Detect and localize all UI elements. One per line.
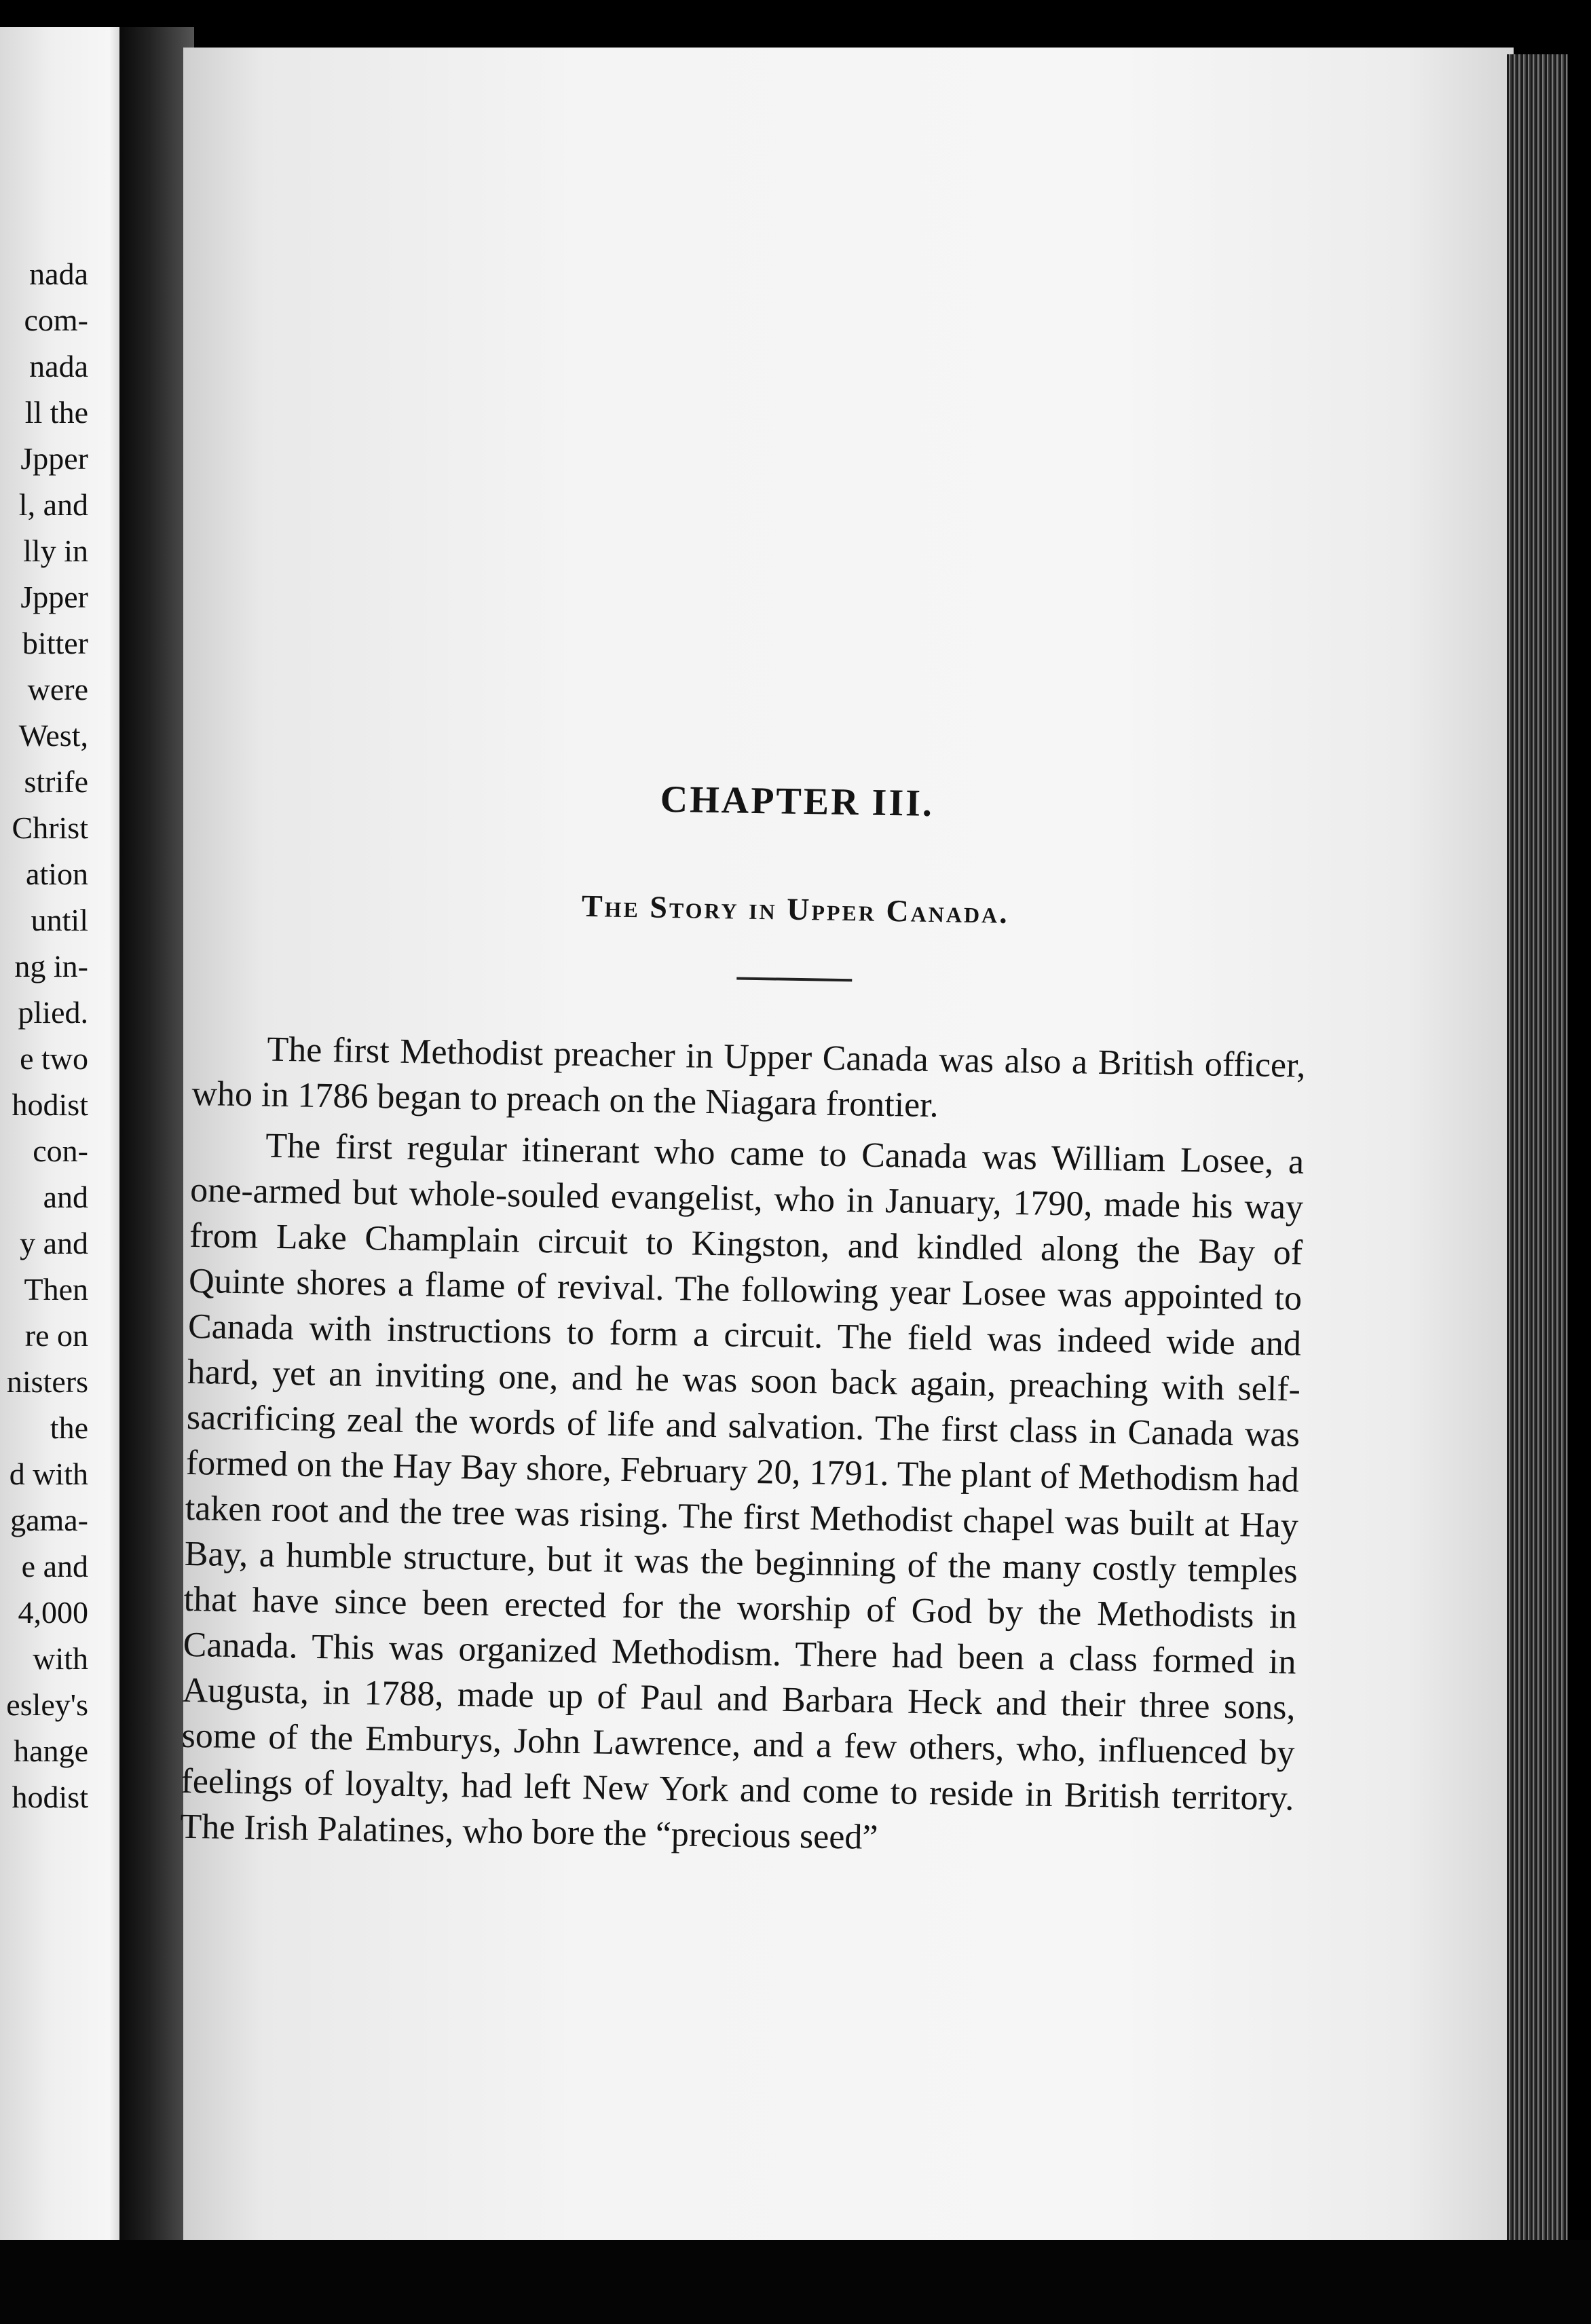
facing-line: hodist	[12, 1087, 88, 1122]
page-content	[180, 770, 1310, 1873]
facing-line: d with	[9, 1457, 88, 1491]
facing-line: strife	[24, 764, 88, 799]
facing-line: with	[33, 1641, 88, 1676]
facing-line: Then	[24, 1272, 88, 1307]
facing-line: Jpper	[20, 580, 88, 614]
facing-line: re on	[24, 1318, 88, 1353]
facing-line: bitter	[22, 626, 88, 660]
facing-line: nada	[29, 349, 88, 383]
facing-page	[0, 27, 129, 2240]
facing-line: e and	[21, 1549, 88, 1583]
facing-line: ng in-	[14, 949, 88, 983]
facing-line: e two	[20, 1041, 88, 1076]
facing-line: nada	[29, 257, 88, 291]
facing-line: hange	[14, 1733, 88, 1768]
facing-line: gama-	[10, 1503, 88, 1537]
facing-line: and	[43, 1180, 88, 1214]
facing-line: the	[50, 1410, 88, 1445]
facing-line: y and	[20, 1226, 88, 1260]
facing-line: plied.	[18, 995, 88, 1030]
facing-line: until	[31, 903, 88, 937]
facing-page-text	[0, 251, 88, 1820]
facing-line: were	[27, 672, 88, 707]
facing-line: Jpper	[20, 441, 88, 476]
facing-line: l, and	[18, 487, 88, 522]
facing-line: ll the	[24, 395, 88, 430]
facing-line: Christ	[12, 810, 88, 845]
facing-line: con-	[33, 1133, 88, 1168]
chapter-title: The Story in Upper Canada.	[581, 888, 1010, 930]
facing-line: West,	[18, 718, 88, 753]
facing-line: ation	[26, 857, 88, 891]
facing-line: com-	[24, 303, 88, 337]
facing-line: lly in	[23, 533, 88, 568]
facing-line: 4,000	[18, 1595, 88, 1630]
facing-line: nisters	[6, 1364, 88, 1399]
facing-line: esley's	[6, 1687, 88, 1722]
scan-border	[0, 2240, 1591, 2324]
paragraph: The first Methodist preacher in Upper Canada was also a British officer, who in 1786 began to preach on the Niagara frontier.	[191, 1030, 1306, 1125]
chapter-number: CHAPTER III.	[660, 778, 935, 825]
title-rule	[736, 977, 852, 982]
paragraph: The first regular itinerant who came to Canada was William Losee, a one-armed but whole-souled evangelist, who in January, 1790, made his way from Lake Champlain circuit to Kingston, and kindled along the Bay of Quinte shores a flame of revival. The following year Losee was appointed to Canada with instructions to form a circuit. The field was indeed wide and hard, yet an inviting one, and he was soon back again, preaching with self-sacrificing zeal the words of life and salvation. The first class in Canada was formed on the Hay Bay shore, February 20, 1791. The plant of Methodism had taken root and the tree was rising. The first Methodist chapel was built at Hay Bay, a humble structure, but it was the beginning of the many costly temples that have since been erected for the worship of God by the Methodists in Canada. This was organized Methodism. There had been a class formed in Augusta, in 1788, made up of Paul and Barbara Heck and their three sons, some of the Emburys, John Lawrence, and a few others, who, influenced by feelings of loyalty, had left New York and come to reside in British territory. The Irish Palatines, who bore the “precious seed”	[180, 1126, 1305, 1857]
body-text	[180, 1026, 1306, 1867]
facing-line: hodist	[12, 1780, 88, 1814]
page-edges	[1507, 54, 1568, 2260]
